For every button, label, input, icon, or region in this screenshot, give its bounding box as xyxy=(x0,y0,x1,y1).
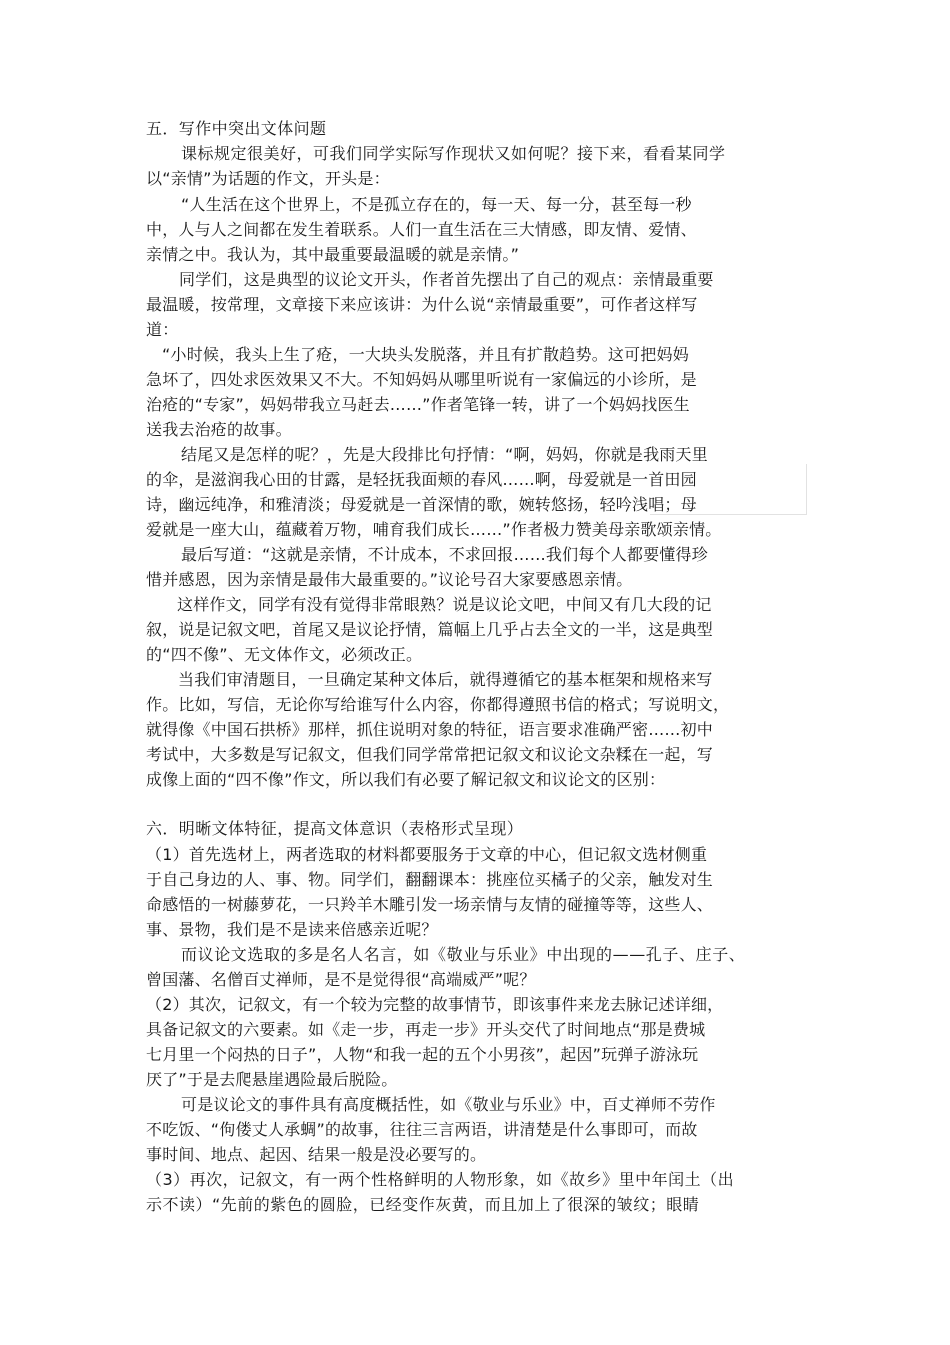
paragraph-line: 不吃饭、“佝偻丈人承蜩”的故事，往往三言两语，讲清楚是什么事即可，而故 xyxy=(146,1120,698,1139)
paragraph-line: 可是议论文的事件具有高度概括性，如《敬业与乐业》中，百丈禅师不劳作 xyxy=(181,1095,716,1114)
paragraph-line: 曾国藩、名僧百丈禅师，是不是觉得很“高端威严”呢？ xyxy=(146,970,536,989)
paragraph-line: “人生活在这个世界上，不是孤立存在的，每一天、每一分，甚至每一秒 xyxy=(181,195,692,214)
paragraph-line: 治疮的“专家”，妈妈带我立马赶去……”作者笔锋一转，讲了一个妈妈找医生 xyxy=(146,395,690,414)
paragraph-line: 惜并感恩，因为亲情是最伟大最重要的。”议论号召大家要感恩亲情。 xyxy=(146,570,633,589)
paragraph-line: 考试中，大多数是写记叙文，但我们同学常常把记叙文和议论文杂糅在一起，写 xyxy=(146,745,714,764)
paragraph-line: 最后写道：“这就是亲情，不计成本，不求回报……我们每个人都要懂得珍 xyxy=(181,545,708,564)
paragraph-line: 结尾又是怎样的呢？，先是大段排比句抒情：“啊，妈妈，你就是我雨天里 xyxy=(181,445,708,464)
paragraph-line: 当我们审清题目，一旦确定某种文体后，就得遵循它的基本框架和规格来写 xyxy=(178,670,713,689)
paragraph-line: 事时间、地点、起因、结果一般是没必要写的。 xyxy=(146,1145,487,1164)
paragraph-line: 就得像《中国石拱桥》那样，抓住说明对象的特征，语言要求准确严密……初中 xyxy=(146,720,714,739)
section-5-heading: 五．写作中突出文体问题 xyxy=(146,119,327,138)
paragraph-line: 命感悟的一树藤萝花，一只羚羊木雕引发一场亲情与友情的碰撞等等，这些人、 xyxy=(146,895,714,914)
paragraph-line: 送我去治疮的故事。 xyxy=(146,420,292,439)
section-6-heading: 六．明晰文体特征，提高文体意识（表格形式呈现） xyxy=(146,819,524,838)
paragraph-line: 中，人与人之间都在发生着联系。人们一直生活在三大情感，即友情、爱情、 xyxy=(146,220,697,239)
paragraph-line: 而议论文选取的多是名人名言，如《敬业与乐业》中出现的——孔子、庄子、 xyxy=(181,945,746,964)
paragraph-line: 成像上面的“四不像”作文，所以我们有必要了解记叙文和议论文的区别： xyxy=(146,770,666,789)
paragraph-line: 爱就是一座大山，蕴藏着万物，哺育我们成长……”作者极力赞美母亲歌颂亲情。 xyxy=(146,520,722,539)
paragraph-line: 以“亲情”为话题的作文，开头是： xyxy=(146,169,390,188)
paragraph-line: 叙，说是记叙文吧，首尾又是议论抒情，篇幅上几乎占去全文的一半，这是典型 xyxy=(146,620,714,639)
paragraph-line: （3）再次，记叙文，有一两个性格鲜明的人物形象，如《故乡》里中年闰土（出 xyxy=(146,1170,735,1189)
paragraph-line: 的“四不像”、无文体作文，必须改正。 xyxy=(146,645,423,664)
paragraph-line: 于自己身边的人、事、物。同学们，翻翻课本：挑座位买橘子的父亲，触发对生 xyxy=(146,870,714,889)
paragraph-line: （1）首先选材上，两者选取的材料都要服务于文章的中心，但记叙文选材侧重 xyxy=(146,845,708,864)
paragraph-line: 事、景物，我们是不是读来倍感亲近呢？ xyxy=(146,920,438,939)
paragraph-line: 这样作文，同学有没有觉得非常眼熟？说是议论文吧，中间又有几大段的记 xyxy=(177,595,712,614)
paragraph-line: 同学们，这是典型的议论文开头，作者首先摆出了自己的观点：亲情最重要 xyxy=(179,270,714,289)
paragraph-line: 具备记叙文的六要素。如《走一步，再走一步》开头交代了时间地点“那是费城 xyxy=(146,1020,706,1039)
paragraph-line: 的伞，是滋润我心田的甘露，是轻抚我面颊的春风……啊，母爱就是一首田园 xyxy=(146,470,697,489)
paragraph-line: 诗，幽远纯净，和雅清淡；母爱就是一首深情的歌，婉转悠扬，轻吟浅唱；母 xyxy=(146,495,697,514)
paragraph-line: 亲情之中。我认为，其中最重要最温暖的就是亲情。” xyxy=(146,245,520,264)
paragraph-line: “小时候，我头上生了疮，一大块头发脱落，并且有扩散趋势。这可把妈妈 xyxy=(162,345,689,364)
paragraph-line: 道： xyxy=(146,320,179,339)
paragraph-line: 最温暖，按常理，文章接下来应该讲：为什么说“亲情最重要”，可作者这样写 xyxy=(146,295,698,314)
paragraph-line: 七月里一个闷热的日子”，人物“和我一起的五个小男孩”，起因”玩弹子游泳玩 xyxy=(146,1045,699,1064)
paragraph-line: 作。比如，写信，无论你写给谁写什么内容，你都得遵照书信的格式；写说明文， xyxy=(146,695,730,714)
paragraph-line: 急坏了，四处求医效果又不大。不知妈妈从哪里听说有一家偏远的小诊所，是 xyxy=(146,370,697,389)
paragraph-line: 课标规定很美好，可我们同学实际写作现状又如何呢？接下来，看看某同学 xyxy=(181,144,726,163)
paragraph-line: 示不读）“先前的紫色的圆脸，已经变作灰黄，而且加上了很深的皱纹；眼睛 xyxy=(146,1195,700,1214)
paragraph-line: 厌了”于是去爬悬崖遇险最后脱险。 xyxy=(146,1070,398,1089)
paragraph-line: （2）其次，记叙文，有一个较为完整的故事情节，即该事件来龙去脉记述详细， xyxy=(146,995,724,1014)
